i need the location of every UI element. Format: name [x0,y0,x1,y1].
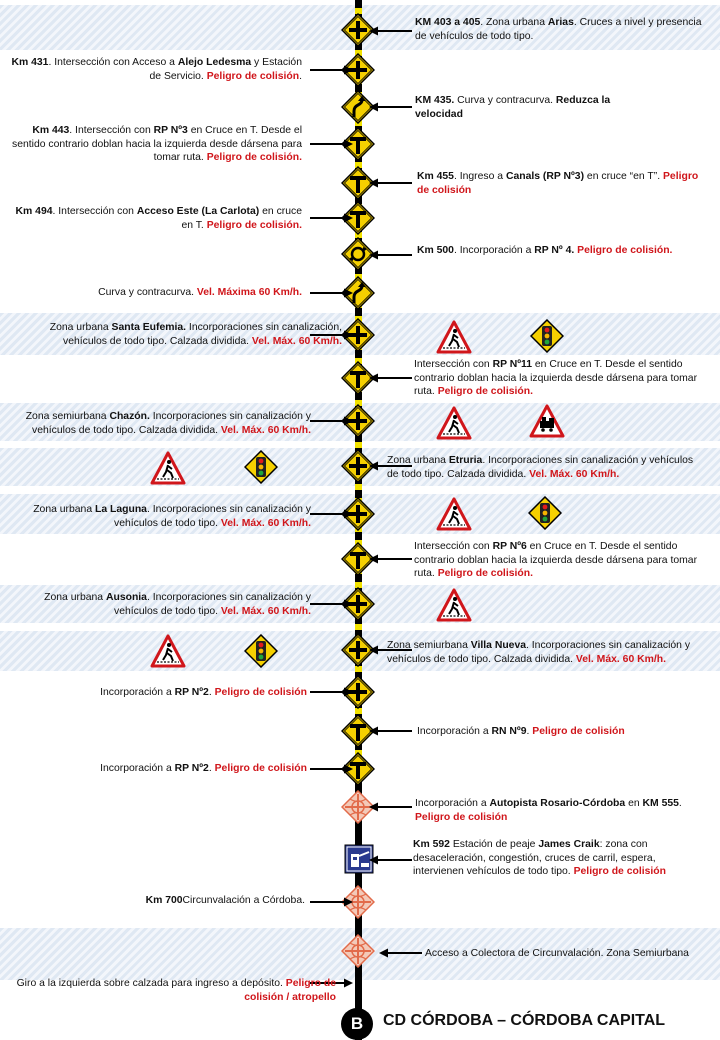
entry-text-part: Zona semiurbana [25,411,110,422]
entry-text-part: Intersección con [414,541,493,552]
entry-text-part: Peligro de colisión [532,726,625,737]
entry-text-part: . [299,70,302,82]
entry-chazon [5,410,311,437]
entry-text-part: en cruce “en T”. [584,171,663,182]
pointer-arrow-icon [368,726,414,736]
entry-text-part: RP Nº3 [153,125,188,136]
entry-text-part: KM 555 [642,798,679,809]
entry-text-part: Peligro de colisión. [437,386,533,397]
entry-text-part: Km 443 [32,125,70,136]
entry-text-part: . Incorporaciones sin canalización y vehículos de todo tipo. Calzada dividida. [387,640,691,665]
entry-text-part: Km 500 [417,245,454,256]
entry-text-part: Acceso a Colectora de Circunvalación. Zona Semiurbana [425,948,689,959]
entry-text-part: Peligro de colisión [573,866,666,877]
entry-text-part: RP Nº6 [492,541,527,552]
entry-km592 [413,838,705,879]
entry-text-part: Zona urbana [387,455,449,466]
entry-km700 [5,894,305,908]
interchange-sign-icon [341,934,375,968]
entry-text-part: Incorporación a [417,726,492,737]
entry-text-part: Peligro de colisión. [437,568,533,579]
pointer-arrow-icon [308,288,354,298]
pointer-arrow-icon [308,687,354,697]
pointer-arrow-icon [308,764,354,774]
entry-rp2a [5,686,307,700]
entry-text-part: Vel. Máx. 60 Km/h. [220,517,311,529]
entry-text-part: en cruce en T. [181,206,302,231]
entry-text-part: Vel. Máx. 60 Km/h. [529,468,620,480]
entry-text-part: Km 592 [413,839,450,850]
entry-km435 [415,94,615,121]
entry-text-part: . [678,798,682,809]
entry-text-part: Vel. Máx. 60 Km/h. [575,653,666,665]
entry-rp11 [414,358,704,399]
entry-text-part: Peligro de colisión [214,687,307,698]
entry-text-part: Ausonia [105,592,147,603]
entry-text-part: Incorporaciones sin canalización y vehículos de todo tipo. Calzada dividida. [32,411,311,436]
entry-text-part: . [208,687,215,698]
destination-badge: B [341,1008,373,1040]
pedestrian-warning-sign-icon [436,588,472,622]
entry-text-part: Incorporación a [415,798,490,809]
pointer-arrow-icon [368,26,414,36]
entry-text-part: Arias [547,17,574,28]
entry-text-part: Km 494 [15,206,53,217]
entry-colectora [425,947,715,961]
entry-text-part: . [208,763,215,774]
entry-text-part: Curva y contracurva. [454,95,556,106]
entry-text-part: Vel. Máx. 60 Km/h. [220,424,311,436]
entry-text-part: . Zona urbana [480,17,548,28]
entry-giro [5,977,336,1004]
entry-text-part: Peligro de colisión [206,70,300,82]
entry-text-part: . [526,726,533,737]
entry-text-part: Zona urbana [44,592,106,603]
entry-text-part: Chazón. [109,411,150,422]
traffic-light-sign-icon [244,450,278,484]
entry-text-part: La Laguna [95,504,147,515]
pointer-arrow-icon [368,802,414,812]
pointer-arrow-icon [368,554,414,564]
entry-ausonia [5,591,311,618]
pedestrian-warning-sign-icon [150,451,186,485]
traffic-light-sign-icon [528,496,562,530]
pointer-arrow-icon [368,373,414,383]
pointer-arrow-icon [368,102,414,112]
entry-curva60 [5,286,302,300]
entry-text-part: y Estación de Servicio. [149,57,302,82]
entry-text-part: Vel. Máx. 60 Km/h. [220,605,311,617]
entry-rp2b [5,762,307,776]
entry-text-part: . Incorporaciones sin canalización y vehículos de todo tipo. [114,504,311,529]
entry-text-part: en Cruce en T. Desde el sentido contrario doblan hacia la izquierda desde dársena para tomar ruta. [12,125,302,163]
entry-la-laguna [5,503,311,530]
pedestrian-warning-sign-icon [436,320,472,354]
entry-text-part: Circunvalación a Córdoba. [182,895,305,906]
entry-text-part: . Ingreso a [453,171,506,182]
pointer-arrow-icon [308,416,354,426]
pointer-arrow-icon [368,178,414,188]
entry-etruria [387,454,707,481]
pointer-arrow-icon [378,948,424,958]
pointer-arrow-icon [368,250,414,260]
pointer-arrow-icon [308,213,354,223]
entry-text-part: . Intersección con [69,125,154,136]
entry-text-part: en [625,798,643,809]
entry-text-part: RP Nº 4. [534,245,575,256]
entry-text-part: Peligro de colisión. [206,219,302,231]
pointer-arrow-icon [308,65,354,75]
entry-text-part: . Incorporaciones sin canalización y vehículos de todo tipo. [114,592,311,617]
entry-text-part: RP Nº2 [174,763,209,774]
entry-villa-nueva [387,639,707,666]
entry-text-part: Intersección con [414,359,493,370]
entry-text-part: . Incorporaciones sin canalización y vehículos de todo tipo. Calzada dividida. [387,455,694,480]
entry-km455 [417,170,707,197]
entry-km555 [415,797,705,824]
entry-km443 [5,124,302,165]
railway-crossing-sign-icon [529,404,565,438]
entry-text-part: Curva y contracurva. [98,287,197,298]
entry-text-part: Vel. Máxima 60 Km/h. [196,287,302,298]
entry-text-part: . Intersección con Acceso a [48,57,178,68]
entry-text-part: RP Nº2 [174,687,209,698]
entry-text-part: Peligro de colisión / atropello [244,978,336,1003]
entry-text-part: Km 431 [11,57,49,68]
entry-text-part: Giro a la izquierda sobre calzada para ingreso a depósito. [16,978,286,989]
entry-text-part: Km 700 [145,895,183,906]
entry-km494 [5,205,302,232]
entry-text-part: Incorporación a [100,763,175,774]
entry-text-part: KM 403 a 405 [415,17,481,28]
traffic-light-sign-icon [244,634,278,668]
entry-text-part: Incorporación a [100,687,175,698]
entry-text-part: RN Nº9 [491,726,527,737]
entry-text-part: . Incorporación a [453,245,535,256]
entry-text-part: Peligro de colisión [214,763,307,774]
pedestrian-warning-sign-icon [436,406,472,440]
entry-km403 [415,16,705,43]
traffic-light-sign-icon [530,319,564,353]
pointer-arrow-icon [368,855,414,865]
entry-text-part: James Craik [538,839,600,850]
entry-rn9 [417,725,707,739]
entry-santa-eufemia [5,321,342,348]
entry-text-part: Peligro de colisión [415,811,508,823]
entry-text-part: Vel. Máx. 60 Km/h. [251,335,342,347]
entry-text-part: Zona semiurbana [387,640,471,651]
entry-text-part: Zona urbana [49,322,112,333]
pedestrian-warning-sign-icon [150,634,186,668]
entry-text-part: Alejo Ledesma [177,57,252,68]
entry-text-part: Reduzca la velocidad [415,95,611,120]
entry-km431 [5,56,302,83]
entry-text-part: Incorporaciones sin canalización, vehículos de todo tipo. Calzada dividida. [63,322,342,347]
entry-rp6 [414,540,704,581]
entry-text-part: Peligro de colisión. [206,152,302,163]
entry-text-part: . Intersección con [52,206,137,217]
pointer-arrow-icon [308,897,354,907]
entry-text-part: Peligro de colisión [417,171,699,196]
entry-km500 [417,244,707,258]
entry-text-part: KM 435. [415,95,455,106]
pedestrian-warning-sign-icon [436,497,472,531]
destination-label: CD CÓRDOBA – CÓRDOBA CAPITAL [383,1012,666,1029]
entry-text-part: Canals (RP Nº3) [505,171,585,182]
entry-text-part: Km 455 [417,171,454,182]
entry-text-part: Acceso Este (La Carlota) [136,206,260,217]
pointer-arrow-icon [308,509,354,519]
entry-text-part: . Cruces a nivel y presencia de vehículos de todo tipo. [415,17,702,42]
pointer-arrow-icon [308,139,354,149]
entry-text-part: Zona urbana [33,504,95,515]
entry-text-part: Peligro de colisión. [577,245,673,256]
entry-text-part: en Cruce en T. Desde el sentido contrario doblan hacia la izquierda desde dársena para tomar ruta. [414,359,698,397]
entry-text-part: : zona con desaceleración, congestión, cruces de carril, espera, intervienen vehículos de todo tipo. [413,839,656,877]
entry-text-part: Etruria [448,455,483,466]
entry-text-part: Villa Nueva [470,640,527,651]
entry-text-part: Estación de peaje [449,839,539,850]
entry-text-part: Santa Eufemia. [111,322,187,333]
entry-text-part: RP Nº11 [492,359,532,370]
entry-text-part: en Cruce en T. Desde el sentido contrario doblan hacia la izquierda desde dársena para tomar ruta. [414,541,698,579]
entry-text-part: Autopista Rosario-Córdoba [489,798,626,809]
pointer-arrow-icon [308,599,354,609]
